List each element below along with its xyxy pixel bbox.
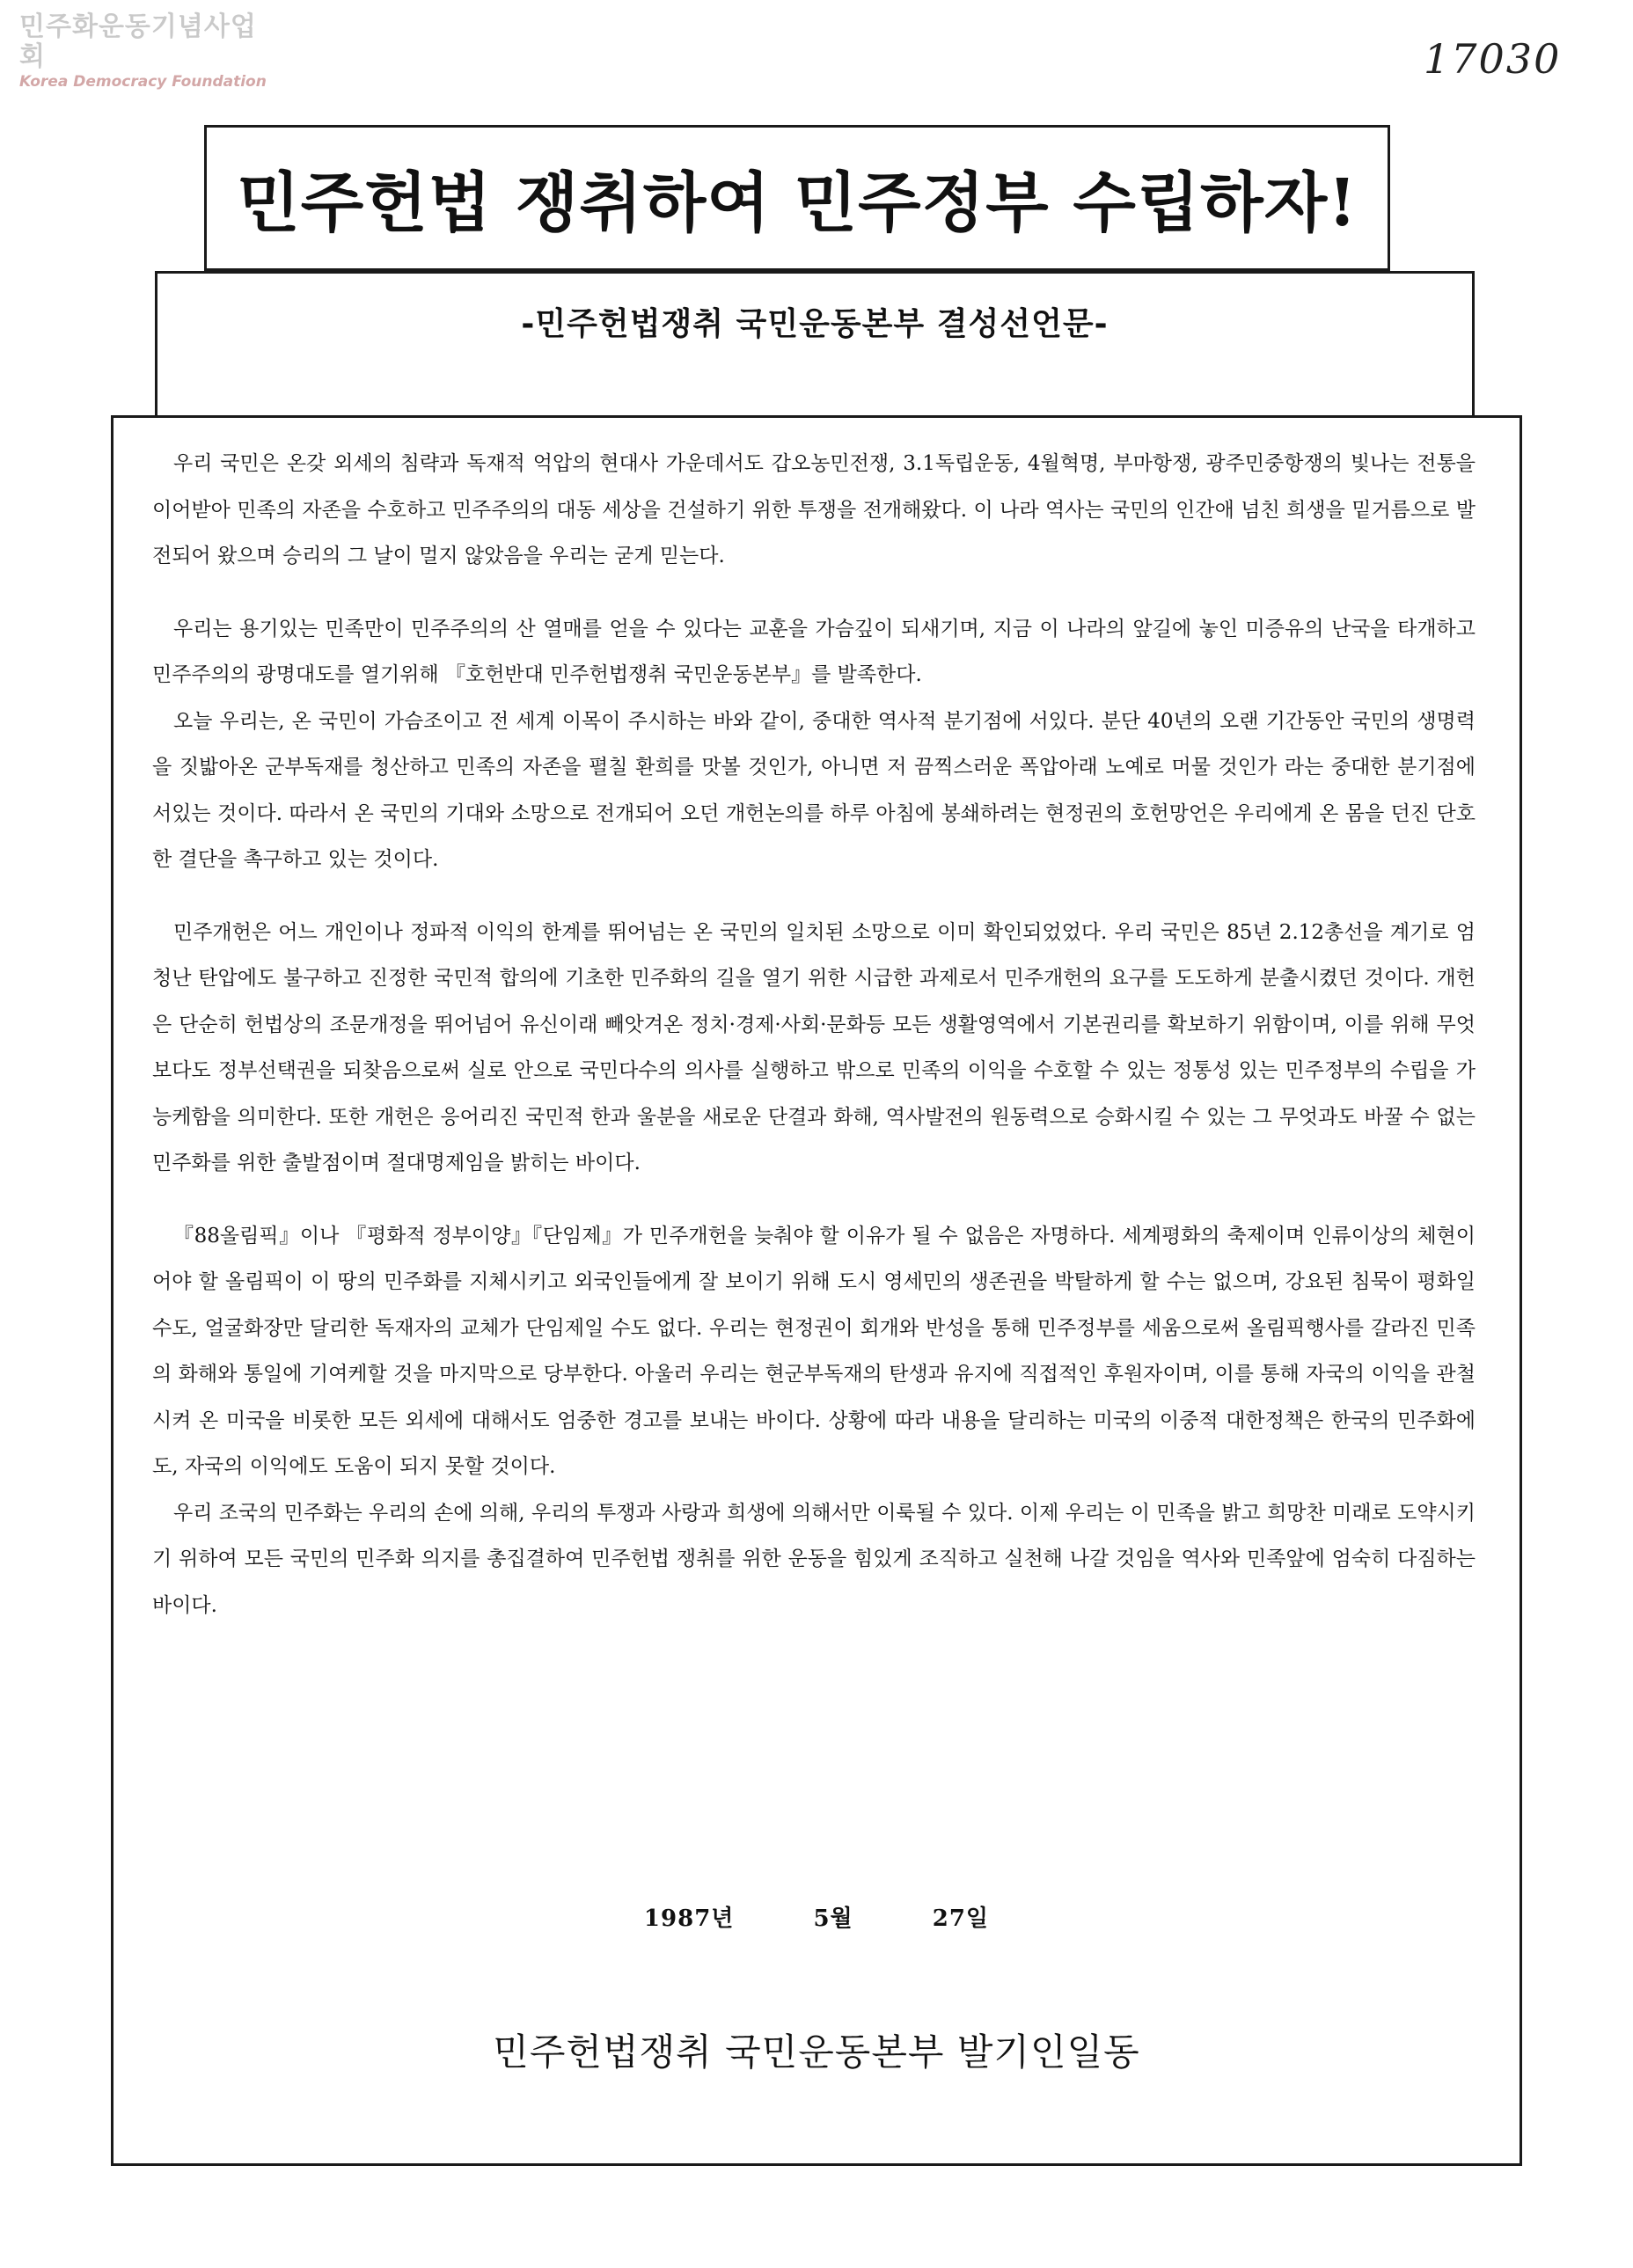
watermark-logo	[19, 12, 275, 91]
document-title: 민주헌법 쟁취하여 민주정부 수립하자!	[237, 165, 1358, 241]
paragraph-4: 민주개헌은 어느 개인이나 정파적 이익의 한계를 뛰어넘는 온 국민의 일치된 소망으로 이미 확인되었었다. 우리 국민은 85년 2.12총선을 계기로 엄청난 탄압에도 불구하고 진정한 국민적 합의에 기초한 민주화의 길을 열기 위한 시급한 과제로서 민주개헌의 요구를 도도하게 분출시켰던 것이다. 개헌은 단순히 헌법상의 조문개정을 뛰어넘어 유신이래 빼앗겨온 정치·경제·사회·문화등 모든 생활영역에서 기본권리를 확보하기 위함이며, 이를 위해 무엇보다도 정부선택권을 되찾음으로써 실로 안으로 국민다수의 의사를 실행하고 밖으로 민족의 이익을 수호할 수 있는 정통성 있는 민주정부의 수립을 가능케함을 의미한다. 또한 개헌은 응어리진 국민적 한과 울분을 새로운 단결과 화해, 역사발전의 원동력으로 승화시킬 수 있는 그 무엇과도 바꿀 수 없는 민주화를 위한 출발점이며 절대명제임을 밝히는 바이다.	[152, 920, 1476, 1174]
body-content	[152, 441, 1476, 1628]
body-box	[111, 415, 1522, 2166]
watermark-korean: 민주화운동기념사업회	[19, 11, 257, 72]
paragraph-2: 우리는 용기있는 민족만이 민주주의의 산 열매를 얻을 수 있다는 교훈을 가슴깊이 되새기며, 지금 이 나라의 앞길에 놓인 미증유의 난국을 타개하고 민주주의의 광명대도를 열기위해 『호헌반대 민주헌법쟁취 국민운동본부』를 발족한다.	[152, 617, 1476, 686]
date-day: 27일	[932, 1906, 990, 1932]
document-subtitle: -민주헌법쟁취 국민운동본부 결성선언문-	[521, 306, 1109, 342]
title-box	[204, 125, 1390, 271]
archive-number: 17030	[1424, 35, 1562, 83]
signature: 민주헌법쟁취 국민운동본부 발기인일동	[493, 2030, 1140, 2074]
paragraph-3: 오늘 우리는, 온 국민이 가슴조이고 전 세계 이목이 주시하는 바와 같이, 중대한 역사적 분기점에 서있다. 분단 40년의 오랜 기간동안 국민의 생명력을 짓밟아온 군부독재를 청산하고 민족의 자존을 펼칠 환희를 맛볼 것인가, 아니면 저 끔찍스러운 폭압아래 노예로 머물 것인가 라는 중대한 분기점에 서있는 것이다. 따라서 온 국민의 기대와 소망으로 전개되어 오던 개헌논의를 하루 아침에 봉쇄하려는 현정권의 호헌망언은 우리에게 온 몸을 던진 단호한 결단을 촉구하고 있는 것이다.	[152, 709, 1476, 871]
paragraph-6: 우리 조국의 민주화는 우리의 손에 의해, 우리의 투쟁과 사랑과 희생에 의해서만 이룩될 수 있다. 이제 우리는 이 민족을 밝고 희망찬 미래로 도약시키기 위하여 모든 국민의 민주화 의지를 총집결하여 민주헌법 쟁취를 위한 운동을 힘있게 조직하고 실천해 나갈 것임을 역사와 민족앞에 엄숙히 다짐하는 바이다.	[152, 1501, 1476, 1617]
paragraph-5: 『88올림픽』이나 『평화적 정부이양』『단임제』가 민주개헌을 늦춰야 할 이유가 될 수 없음은 자명하다. 세계평화의 축제이며 인류이상의 체현이어야 할 올림픽이 이 땅의 민주화를 지체시키고 외국인들에게 잘 보이기 위해 도시 영세민의 생존권을 박탈하게 할 수는 없으며, 강요된 침묵이 평화일 수도, 얼굴화장만 달리한 독재자의 교체가 단임제일 수도 없다. 우리는 현정권이 회개와 반성을 통해 민주정부를 세움으로써 올림픽행사를 갈라진 민족의 화해와 통일에 기여케할 것을 마지막으로 당부한다. 아울러 우리는 현군부독재의 탄생과 유지에 직접적인 후원자이며, 이를 통해 자국의 이익을 관철시켜 온 미국을 비롯한 모든 외세에 대해서도 엄중한 경고를 보내는 바이다. 상황에 따라 내용을 달리하는 미국의 이중적 대한정책은 한국의 민주화에도, 자국의 이익에도 도움이 되지 못할 것이다.	[152, 1224, 1476, 1478]
document-date	[114, 1900, 1519, 1933]
date-month: 5월	[813, 1906, 853, 1932]
paragraph-1: 우리 국민은 온갖 외세의 침략과 독재적 억압의 현대사 가운데서도 갑오농민전쟁, 3.1독립운동, 4월혁명, 부마항쟁, 광주민중항쟁의 빛나는 전통을 이어받아 민족의 자존을 수호하고 민주주의의 대동 세상을 건설하기 위한 투쟁을 전개해왔다. 이 나라 역사는 국민의 인간애 넘친 희생을 밑거름으로 발전되어 왔으며 승리의 그 날이 멀지 않았음을 우리는 굳게 믿는다.	[152, 452, 1476, 567]
date-year: 1987년	[643, 1906, 735, 1932]
watermark-english: Korea Democracy Foundation	[19, 73, 267, 91]
